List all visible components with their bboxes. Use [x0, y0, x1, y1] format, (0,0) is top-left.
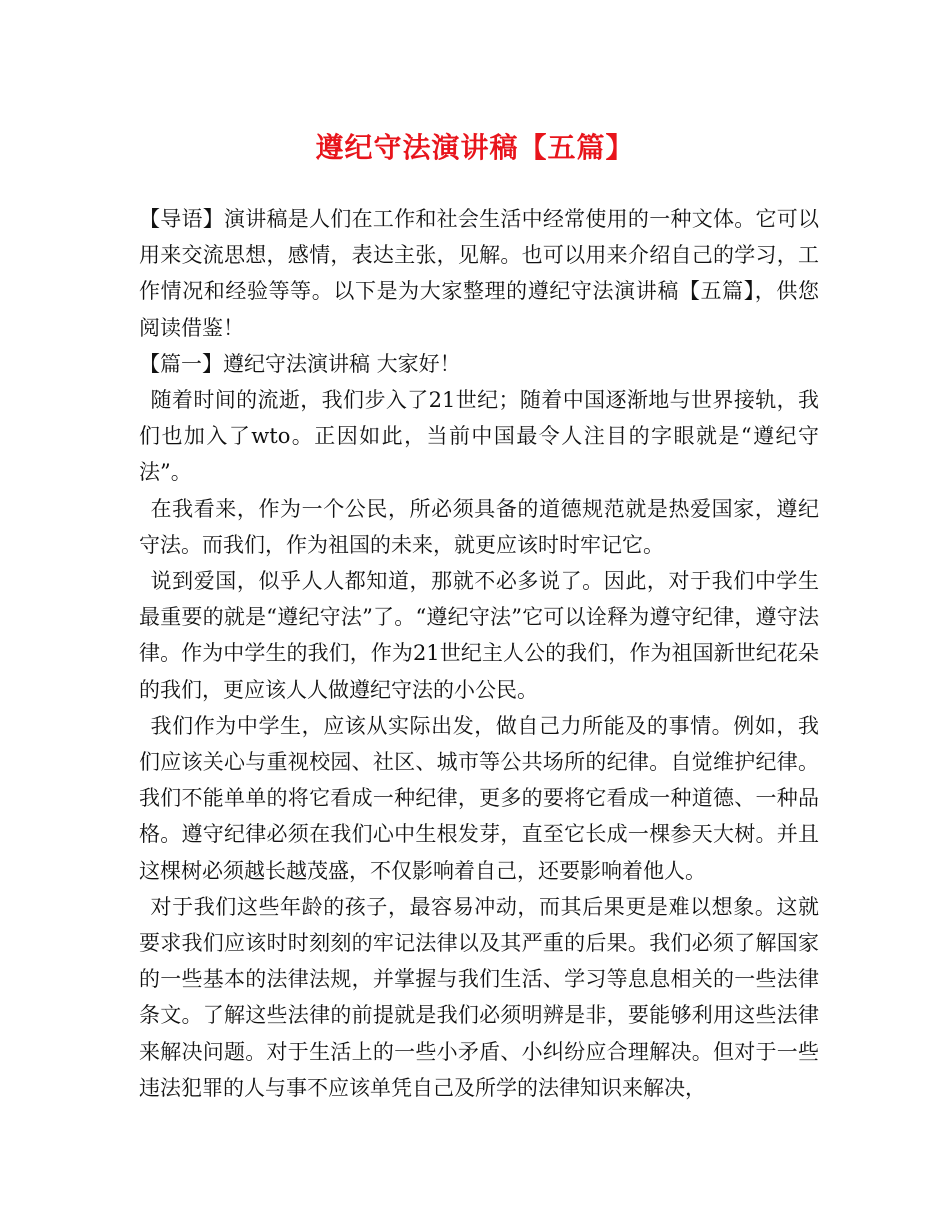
document-body	[139, 201, 819, 1106]
document-title: 遵纪守法演讲稿【五篇】	[315, 131, 635, 164]
body-paragraph: 随着时间的流逝，我们步入了21世纪；随着中国逐渐地与世界接轨，我们也加入了wto。正因如此，当前中国最令人注目的字眼就是“遵纪守法”。	[139, 388, 819, 485]
body-paragraph: 我们作为中学生，应该从实际出发，做自己力所能及的事情。例如，我们应该关心与重视校园、社区、城市等公共场所的纪律。自觉维护纪律。我们不能单单的将它看成一种纪律，更多的要将它看成一种道德、一种品格。遵守纪律必须在我们心中生根发芽，直至它长成一棵参天大树。并且这棵树必须越长越茂盛，不仅影响着自己，还要影响着他人。	[139, 713, 819, 883]
intro-paragraph: 【导语】演讲稿是人们在工作和社会生活中经常使用的一种文体。它可以用来交流思想，感情，表达主张，见解。也可以用来介绍自己的学习，工作情况和经验等等。以下是为大家整理的遵纪守法演讲稿【五篇】，供您阅读借鉴！	[139, 207, 819, 340]
body-paragraph: 说到爱国，似乎人人都知道，那就不必多说了。因此，对于我们中学生最重要的就是“遵纪守法”了。“遵纪守法”它可以诠释为遵守纪律，遵守法律。作为中学生的我们，作为21世纪主人公的我们，作为祖国新世纪花朵的我们，更应该人人做遵纪守法的小公民。	[139, 569, 819, 702]
body-paragraph: 在我看来，作为一个公民，所必须具备的道德规范就是热爱国家，遵纪守法。而我们，作为祖国的未来，就更应该时时牢记它。	[139, 496, 819, 557]
section-heading: 【篇一】遵纪守法演讲稿 大家好！	[139, 351, 461, 376]
body-paragraph: 对于我们这些年龄的孩子，最容易冲动，而其后果更是难以想象。这就要求我们应该时时刻刻的牢记法律以及其严重的后果。我们必须了解国家的一些基本的法律法规，并掌握与我们生活、学习等息息相关的一些法律条文。了解这些法律的前提就是我们必须明辨是非，要能够利用这些法律来解决问题。对于生活上的一些小矛盾、小纠纷应合理解决。但对于一些违法犯罪的人与事不应该单凭自己及所学的法律知识来解决，	[139, 894, 819, 1100]
